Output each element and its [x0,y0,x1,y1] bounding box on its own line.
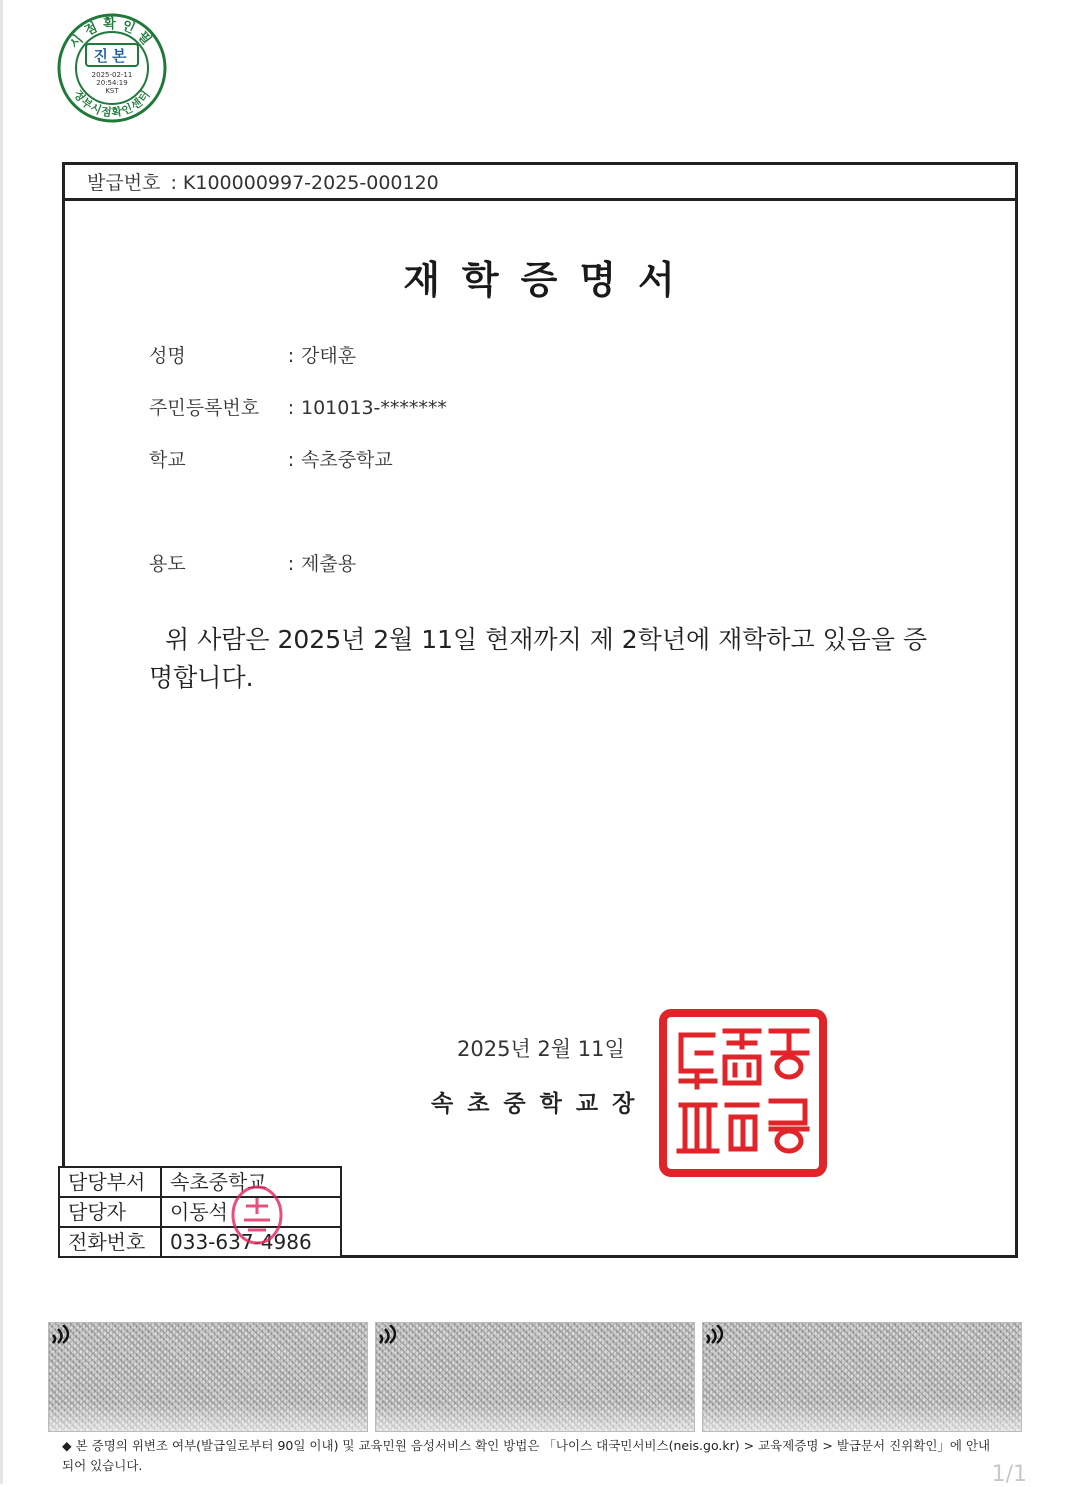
field-name: 성명 : 강태훈 [149,341,356,368]
verification-footnote: ◆ 본 증명의 위변조 여부(발급일로부터 90일 이내) 및 교육민원 음성서비스 확인 방법은 「나이스 대국민서비스(neis.go.kr) > 교육제증명 > 발급문서 진위확인」에 안내되어 있습니다. [62,1438,991,1473]
school-official-seal [659,1009,827,1177]
issue-date: 2025년 2월 11일 [457,1037,625,1061]
seal-bottom-text: 정부시점확인센터 [70,87,154,120]
seal-timezone: KST [105,87,119,95]
sound-wave-icon [51,1325,75,1345]
field-name-value: 강태훈 [301,345,357,367]
document-title: 재학증명서 [403,258,697,302]
contact-person-value: 이동석 [161,1197,341,1227]
seal-date: 2025-02-11 [91,71,133,79]
principal-title: 속초중학교장 [431,1091,649,1117]
sound-wave-icon [705,1325,729,1345]
seal-top-text: 시점확인필 [67,17,157,52]
contact-person-label: 담당자 [59,1197,161,1227]
contact-table [58,1166,342,1258]
contact-dept-label: 담당부서 [59,1167,161,1197]
issue-number-colon: : [170,172,177,194]
personal-stamp [226,1184,288,1246]
verification-barcode-3 [702,1322,1022,1432]
issue-number-label: 발급번호 [87,172,161,194]
issue-number-value: K100000997-2025-000120 [182,172,439,194]
field-school: 학교 : 속초중학교 [149,445,393,472]
scan-edge [0,0,3,1484]
field-purpose: 용도 : 제출용 [149,549,356,576]
field-purpose-value: 제출용 [301,553,357,575]
contact-row [59,1167,341,1197]
page-number: 1/1 [991,1462,1027,1487]
seal-center-text: 진본 [93,47,131,65]
field-school-value: 속초중학교 [301,449,393,471]
field-resident-number-label: 주민등록번호 [149,397,260,419]
field-purpose-label: 용도 [149,553,186,575]
contact-row [59,1227,341,1257]
contact-phone-value: 033-637-4986 [161,1227,341,1257]
verification-barcode-1 [48,1322,368,1432]
sound-wave-icon [378,1325,402,1345]
timestamp-seal [56,12,168,124]
certification-statement: 위 사람은 2025년 2월 11일 현재까지 제 2학년에 재학하고 있음을 증명합니다. [149,625,928,692]
field-resident-number: 주민등록번호 : 101013-******* [149,393,447,420]
field-resident-number-value: 101013-******* [301,397,447,419]
certificate-frame [62,162,1018,1258]
verification-barcode-2 [375,1322,695,1432]
field-name-label: 성명 [149,345,186,367]
issue-number-row [65,165,1015,201]
field-school-label: 학교 [149,449,186,471]
contact-dept-value: 속초중학교 [161,1167,341,1197]
contact-row [59,1197,341,1227]
contact-phone-label: 전화번호 [59,1227,161,1257]
seal-time: 20:54:19 [96,79,128,87]
